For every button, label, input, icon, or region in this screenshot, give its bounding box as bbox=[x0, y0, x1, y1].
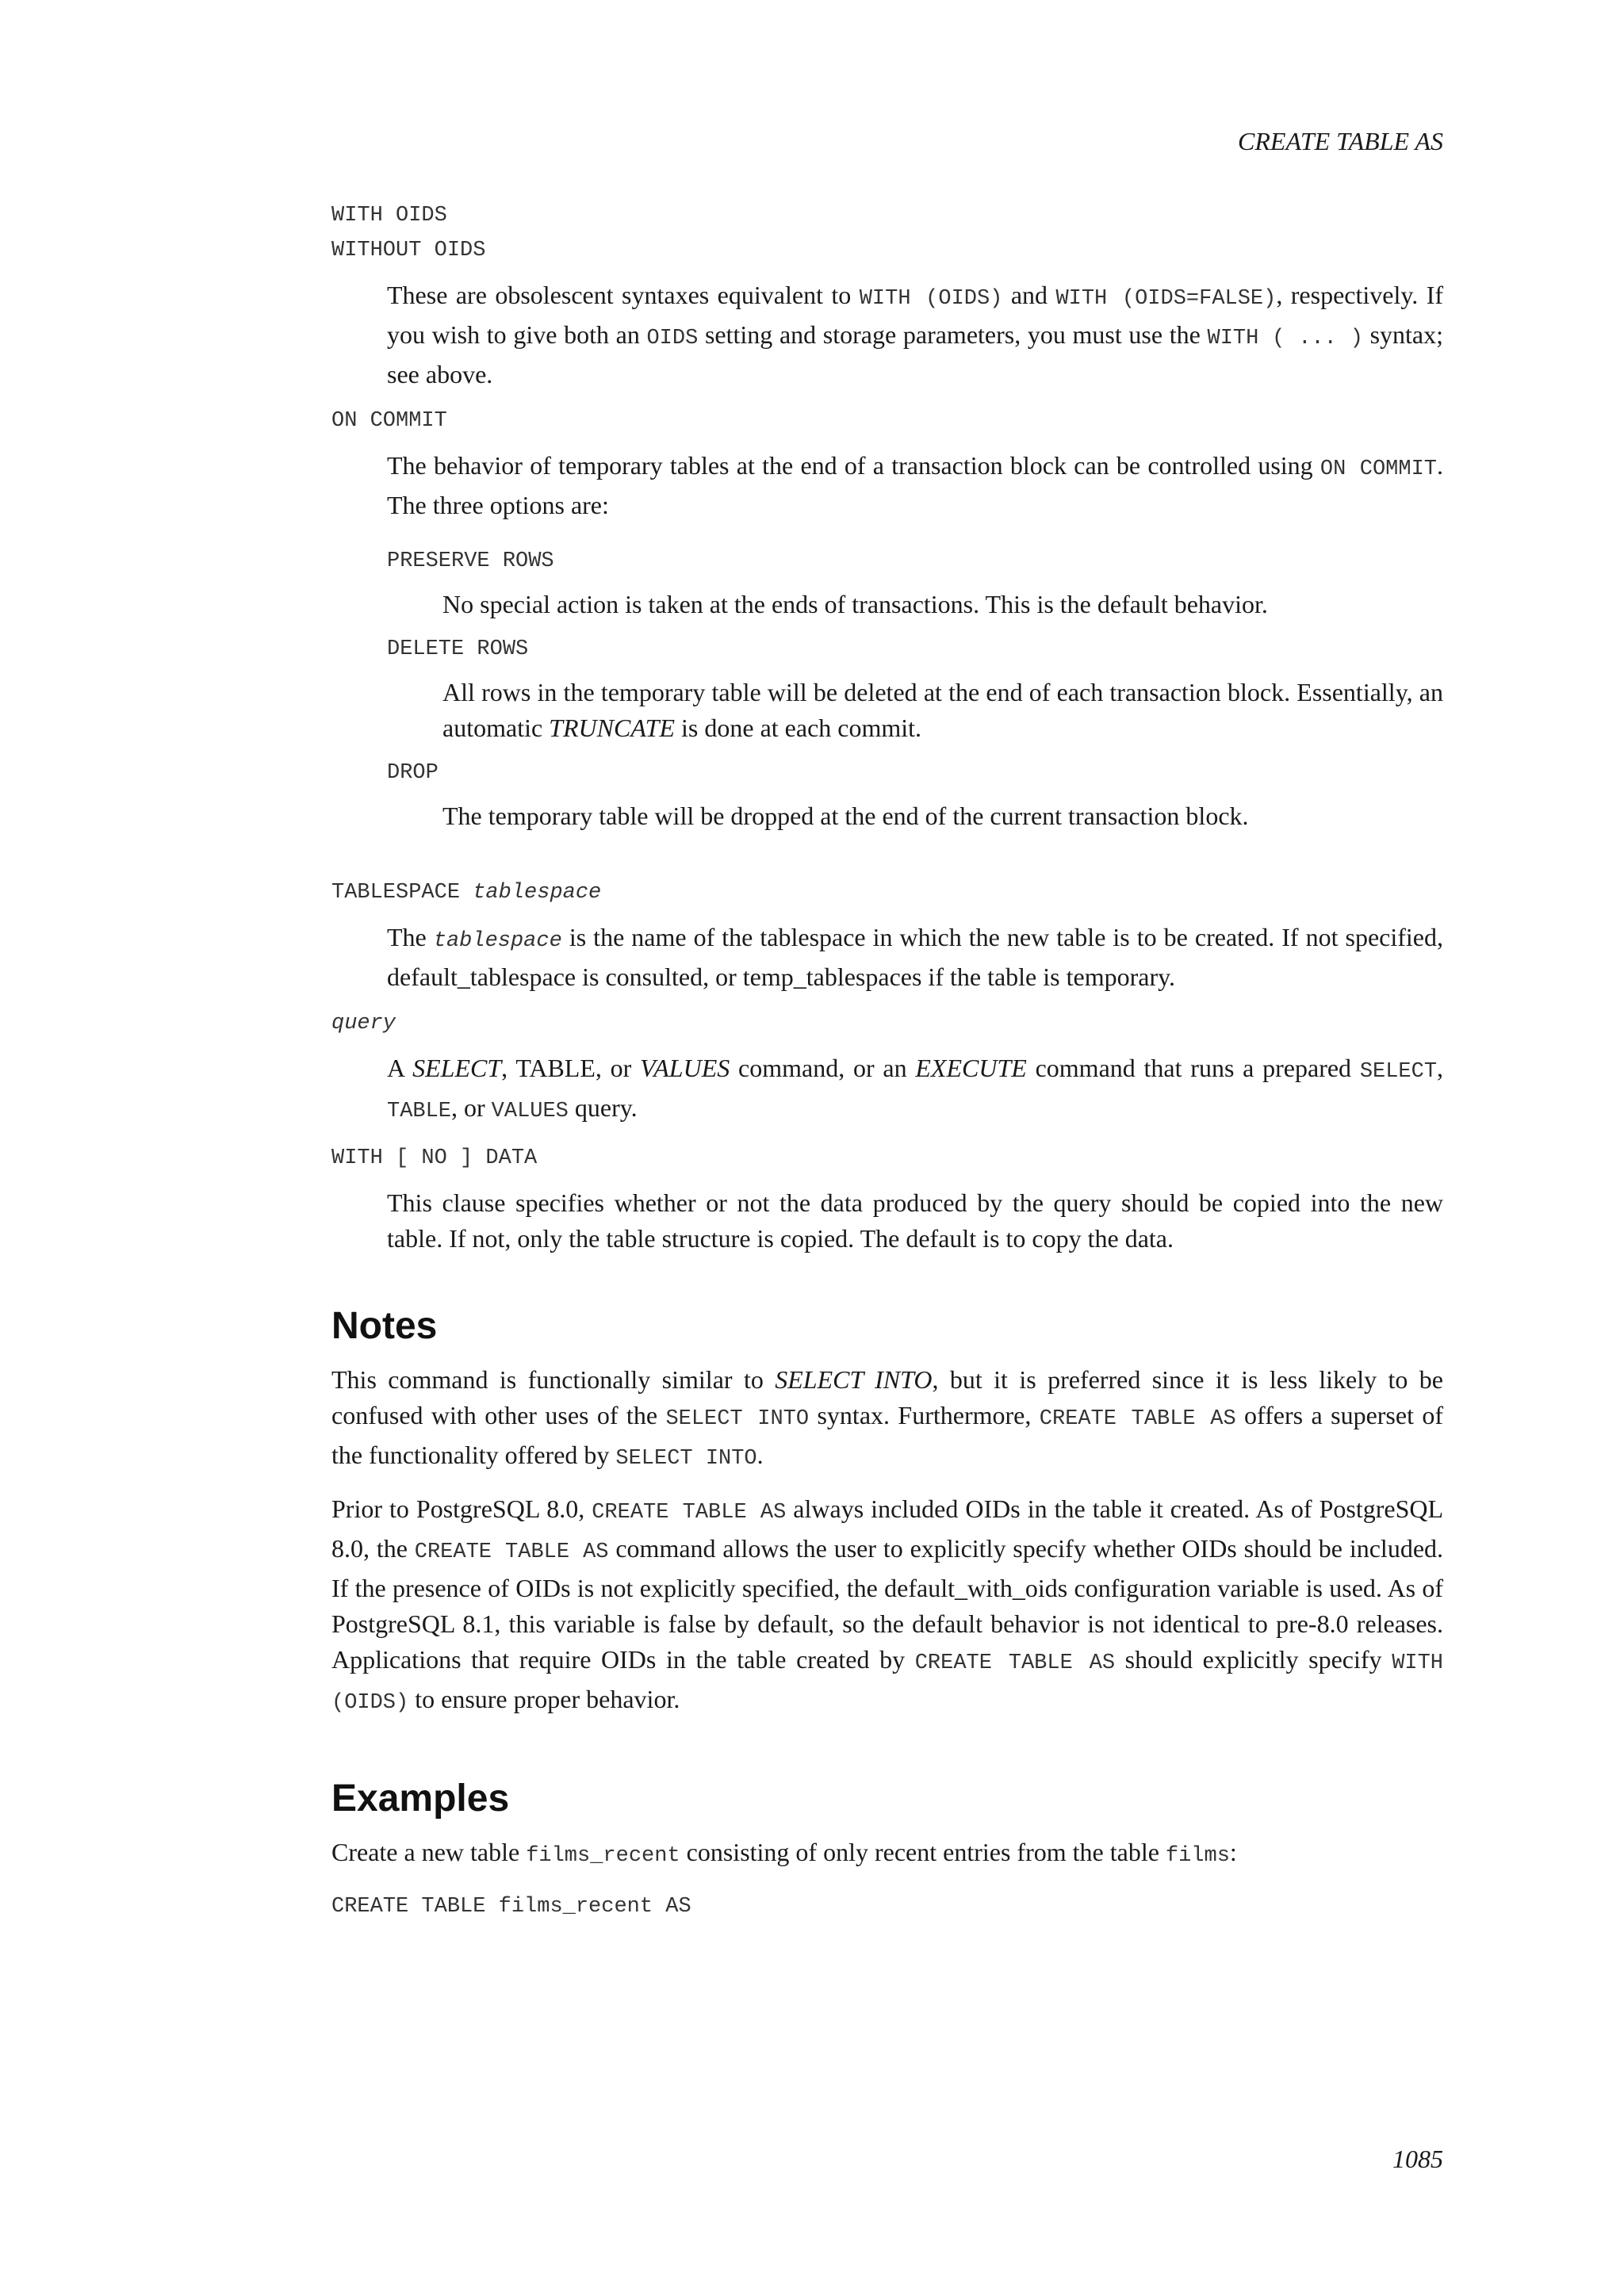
replaceable: tablespace bbox=[473, 881, 602, 905]
text: is the name of the tablespace in which the new table is to be created. If not specified, default_tablespace is consulted, or temp_tablespaces if the table is temporary. bbox=[387, 923, 1443, 991]
param-term-without-oids: WITHOUT OIDS bbox=[331, 239, 486, 262]
keyword: TABLESPACE bbox=[331, 881, 461, 905]
param-term-with-data: WITH [ NO ] DATA bbox=[331, 1146, 538, 1170]
text: . The three options are: bbox=[387, 451, 1443, 519]
on-commit-options bbox=[387, 544, 1443, 834]
param-term-query: query bbox=[331, 1012, 396, 1035]
text: , bbox=[1437, 1054, 1444, 1082]
emphasis: TRUNCATE bbox=[549, 714, 676, 742]
text: always included OIDs in the table it created. As of PostgreSQL 8.0, the bbox=[331, 1494, 1444, 1563]
param-term-on-commit: ON COMMIT bbox=[331, 409, 447, 433]
emphasis: SELECT INTO bbox=[775, 1365, 933, 1394]
code-inline: WITH (OIDS) bbox=[859, 287, 1003, 311]
option-term-preserve-rows: PRESERVE ROWS bbox=[387, 549, 554, 573]
emphasis: VALUES bbox=[640, 1054, 730, 1082]
code-inline: CREATE TABLE AS bbox=[914, 1651, 1116, 1675]
text: Create a new table bbox=[331, 1838, 527, 1866]
text: , TABLE, or bbox=[501, 1054, 641, 1082]
option-description-delete-rows bbox=[442, 675, 1443, 746]
notes-paragraph-1 bbox=[331, 1362, 1443, 1477]
text: . bbox=[756, 1441, 764, 1469]
examples-heading: Examples bbox=[331, 1777, 510, 1820]
option-description-drop: The temporary table will be dropped at the end of the current transaction block. bbox=[442, 802, 1249, 830]
text: syntax. Furthermore, bbox=[809, 1401, 1040, 1429]
text: , or bbox=[451, 1093, 492, 1122]
text: query. bbox=[568, 1093, 638, 1122]
code-inline: WITH ( ... ) bbox=[1207, 327, 1363, 350]
notes-section bbox=[331, 1304, 1443, 1721]
code-inline: films_recent bbox=[526, 1844, 680, 1868]
code-inline: TABLE bbox=[387, 1100, 452, 1123]
text: consisting of only recent entries from the table bbox=[680, 1838, 1166, 1866]
code-inline: films bbox=[1165, 1844, 1230, 1868]
param-with-data bbox=[331, 1141, 1443, 1257]
text: syntax; see above. bbox=[387, 320, 1444, 388]
option-term-drop: DROP bbox=[387, 761, 439, 785]
code-inline: SELECT INTO bbox=[665, 1407, 810, 1431]
param-on-commit bbox=[331, 404, 1443, 834]
examples-section bbox=[331, 1777, 1443, 1919]
emphasis: EXECUTE bbox=[915, 1054, 1027, 1082]
text: command allows the user to explicitly specify whether OIDs should be included. If the presence of OIDs is not explicitly specified, the default_with_oids configuration variable is used. As of PostgreSQL 8.1, this variable is false by default, so the default behavior is not identical to pre-8.0 releases. Applications that require OIDs in the table created by bbox=[331, 1534, 1444, 1674]
text: is done at each commit. bbox=[675, 714, 922, 742]
text: command, or an bbox=[730, 1054, 916, 1082]
code-inline: WITH (OIDS) bbox=[331, 1651, 1443, 1715]
code-inline: OIDS bbox=[646, 327, 699, 350]
text: setting and storage parameters, you must use the bbox=[698, 320, 1208, 349]
emphasis: SELECT bbox=[412, 1054, 502, 1082]
notes-heading: Notes bbox=[331, 1305, 438, 1347]
param-oids bbox=[331, 198, 1443, 392]
text: These are obsolescent syntaxes equivalent to bbox=[387, 281, 860, 309]
text: offers a superset of the functionality offered by bbox=[331, 1401, 1444, 1469]
page-content bbox=[331, 198, 1443, 1919]
page-number: 1085 bbox=[1392, 2145, 1443, 2173]
text: This command is functionally similar to bbox=[331, 1365, 776, 1394]
code-inline: SELECT bbox=[1359, 1060, 1438, 1084]
code-inline: CREATE TABLE AS bbox=[592, 1501, 787, 1525]
option-term-delete-rows: DELETE ROWS bbox=[387, 637, 529, 661]
text: should explicitly specify bbox=[1115, 1645, 1392, 1674]
code-inline: CREATE TABLE AS bbox=[414, 1540, 609, 1564]
text: , respectively. If you wish to give both an bbox=[387, 281, 1444, 349]
param-term-with-oids: WITH OIDS bbox=[331, 204, 447, 228]
text: A bbox=[387, 1054, 413, 1082]
examples-paragraph-1 bbox=[331, 1835, 1443, 1874]
param-description-tablespace bbox=[387, 920, 1443, 995]
code-example: CREATE TABLE films_recent AS bbox=[331, 1895, 691, 1919]
param-description-on-commit bbox=[387, 448, 1443, 523]
text: and bbox=[1002, 281, 1056, 309]
text: to ensure proper behavior. bbox=[408, 1685, 680, 1713]
text: All rows in the temporary table will be deleted at the end of each transaction block. Essentially, an automatic bbox=[442, 678, 1443, 742]
text: The bbox=[387, 923, 434, 951]
code-inline: VALUES bbox=[491, 1100, 569, 1123]
text: : bbox=[1229, 1838, 1237, 1866]
running-header: CREATE TABLE AS bbox=[1238, 127, 1443, 155]
text: command that runs a prepared bbox=[1026, 1054, 1360, 1082]
option-description-preserve-rows: No special action is taken at the ends of transactions. This is the default behavior. bbox=[442, 590, 1268, 618]
notes-paragraph-2 bbox=[331, 1491, 1443, 1721]
code-inline: tablespace bbox=[433, 929, 562, 953]
code-inline: SELECT INTO bbox=[615, 1447, 757, 1471]
code-inline: WITH (OIDS=FALSE) bbox=[1055, 287, 1277, 311]
text: , but it is preferred since it is less likely to be confused with other uses of the bbox=[331, 1365, 1443, 1429]
text: The behavior of temporary tables at the end of a transaction block can be controlled using bbox=[387, 451, 1320, 480]
code-inline: ON COMMIT bbox=[1320, 457, 1437, 481]
param-description-query bbox=[387, 1050, 1443, 1130]
param-description-oids bbox=[387, 277, 1443, 392]
code-inline: CREATE TABLE AS bbox=[1039, 1407, 1236, 1431]
param-description-with-data: This clause specifies whether or not the data produced by the query should be copied into the new table. If not, only the table structure is copied. The default is to copy the data. bbox=[387, 1188, 1443, 1253]
param-term-tablespace bbox=[331, 875, 1443, 910]
param-tablespace bbox=[331, 875, 1443, 995]
text: Prior to PostgreSQL 8.0, bbox=[331, 1494, 592, 1523]
param-query bbox=[331, 1006, 1443, 1130]
